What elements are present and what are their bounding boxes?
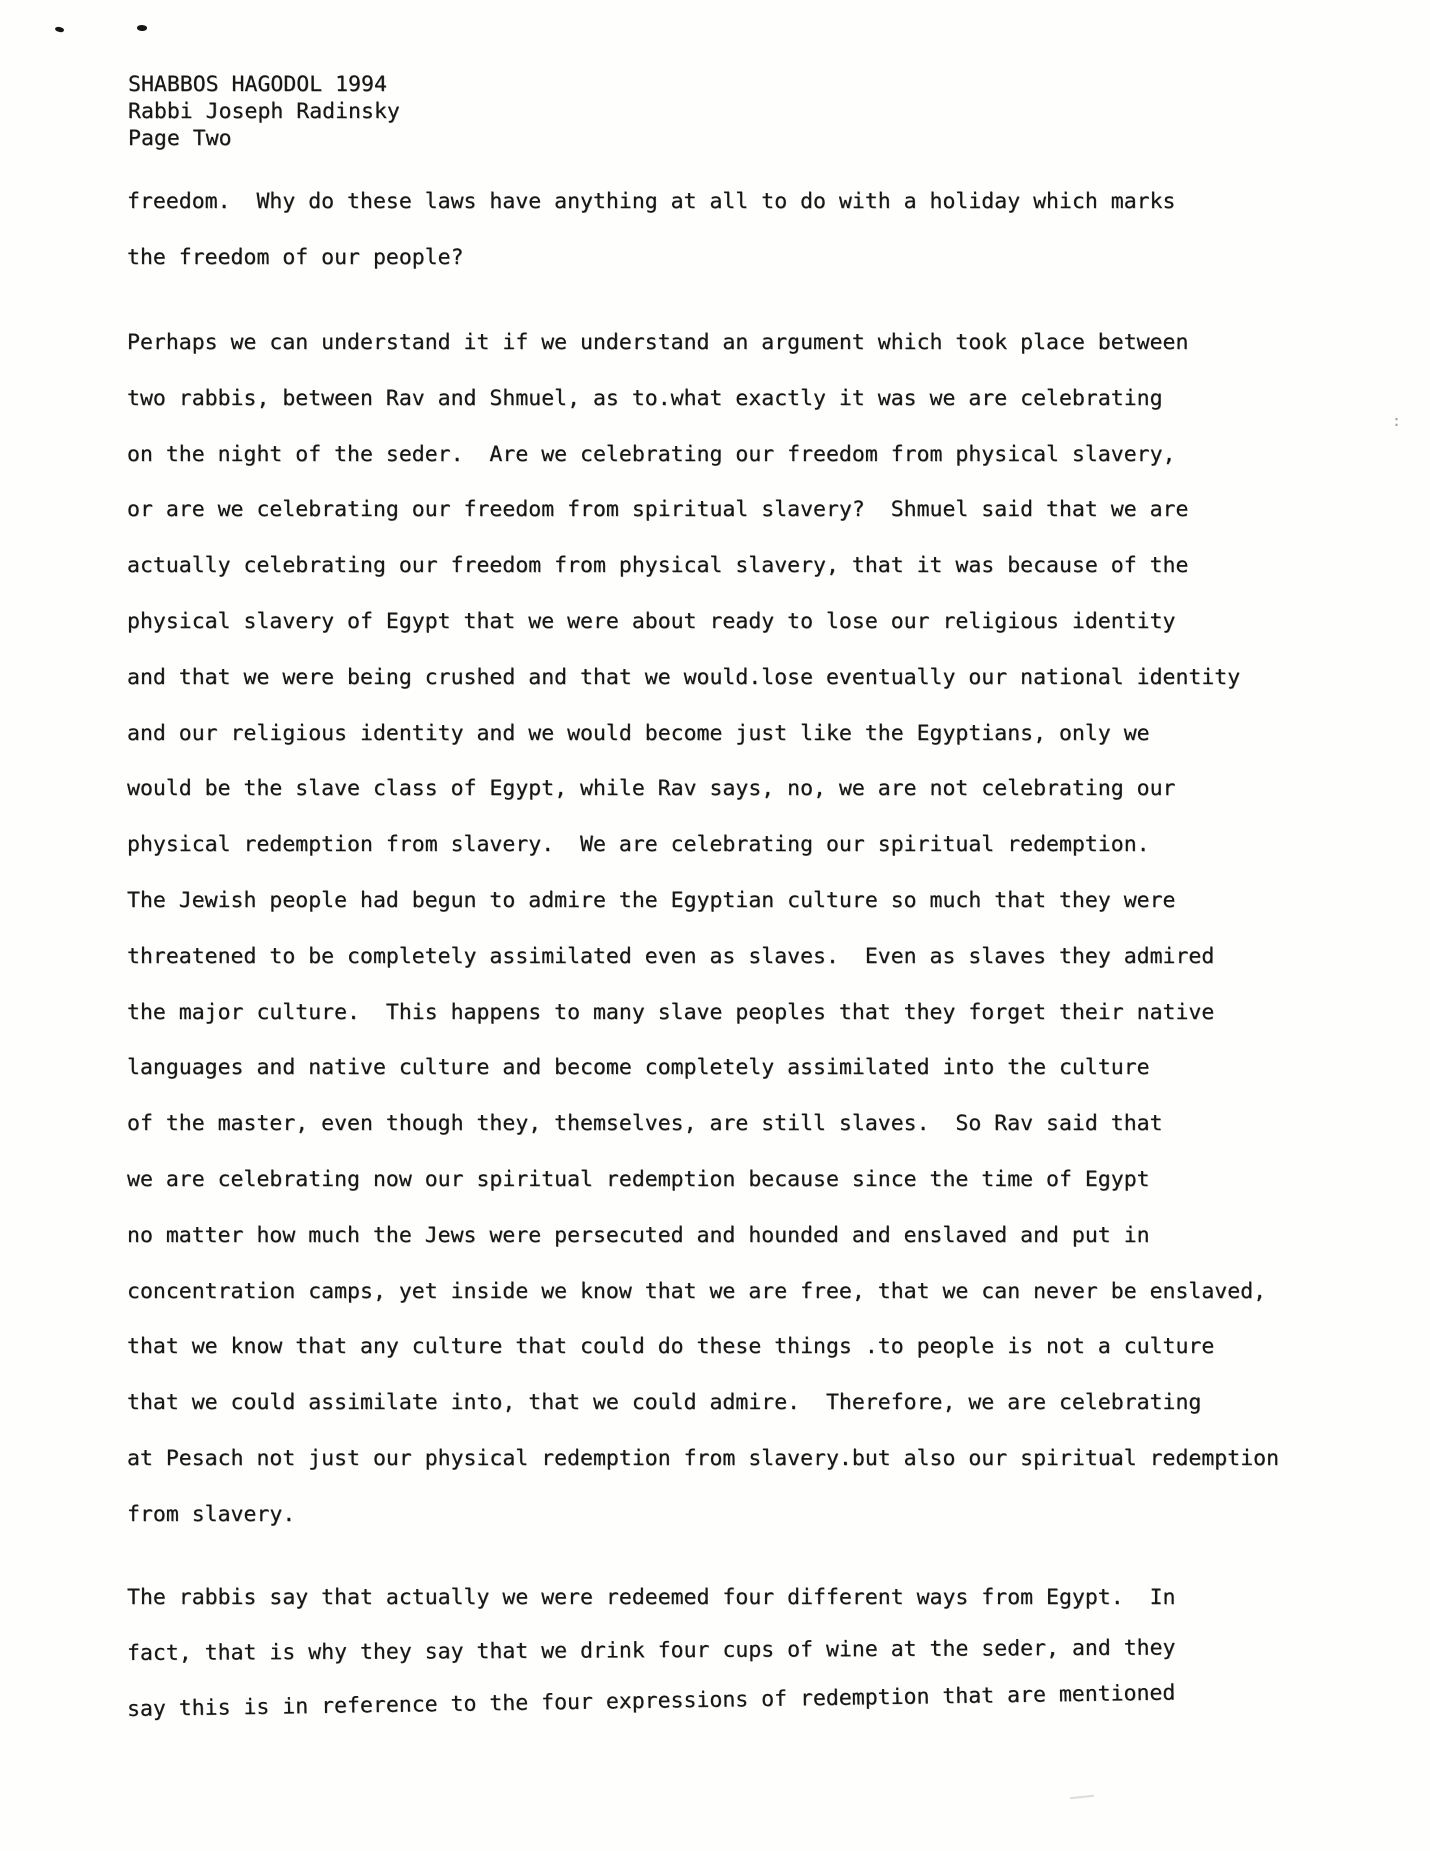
paragraph-3 <box>127 1570 1175 1737</box>
text-line: that we could assimilate into, that we could admire. Therefore, we are celebrating <box>127 1390 1202 1416</box>
text-line: Perhaps we can understand it if we understand an argument which took place between <box>127 330 1189 355</box>
text-line: on the night of the seder. Are we celebrating our freedom from physical slavery, <box>127 441 1176 467</box>
text-line: threatened to be completely assimilated even as slaves. Even as slaves they admired <box>127 943 1215 969</box>
paragraph-1 <box>127 174 1175 286</box>
text-line: at Pesach not just our physical redemption from slavery.but also our spiritual redemption <box>127 1445 1280 1471</box>
text-line: two rabbis, between Rav and Shmuel, as to.what exactly it was we are celebrating <box>127 385 1163 411</box>
scan-artifact-mark: : <box>1392 412 1402 430</box>
text-line: SHABBOS HAGODOL 1994 <box>128 72 387 97</box>
ink-speck <box>137 24 148 31</box>
text-line: the freedom of our people? <box>127 244 464 270</box>
scan-artifact-line <box>1070 1795 1094 1799</box>
text-line: physical redemption from slavery. We are celebrating our spiritual redemption. <box>127 832 1150 858</box>
text-line: Page Two <box>128 126 232 151</box>
text-line: Rabbi Joseph Radinsky <box>128 99 400 124</box>
text-line: and that we were being crushed and that we would.lose eventually our national identity <box>127 664 1241 690</box>
text-line: The rabbis say that actually we were redeemed four different ways from Egypt. In <box>127 1585 1176 1610</box>
text-line: from slavery. <box>127 1501 296 1527</box>
ink-speck <box>54 26 64 34</box>
text-line: languages and native culture and become completely assimilated into the culture <box>127 1055 1150 1081</box>
text-line: The Jewish people had begun to admire the Egyptian culture so much that they were <box>127 887 1176 913</box>
text-line: no matter how much the Jews were persecuted and hounded and enslaved and put in <box>127 1222 1150 1248</box>
text-line: would be the slave class of Egypt, while Rav says, no, we are not celebrating our <box>127 776 1176 802</box>
text-line: we are celebrating now our spiritual redemption because since the time of Egypt <box>127 1166 1150 1192</box>
text-line: freedom. Why do these laws have anything at all to do with a holiday which marks <box>127 189 1176 214</box>
text-line: the major culture. This happens to many slave peoples that they forget their native <box>127 999 1215 1025</box>
text-line: or are we celebrating our freedom from spiritual slavery? Shmuel said that we are <box>127 497 1189 523</box>
text-line: and our religious identity and we would become just like the Egyptians, only we <box>127 720 1150 746</box>
text-line: of the master, even though they, themselves, are still slaves. So Rav said that <box>127 1111 1163 1137</box>
paragraph-2 <box>127 315 1279 1543</box>
text-line: that we know that any culture that could do these things .to people is not a culture <box>127 1334 1215 1360</box>
document-header <box>128 71 400 152</box>
text-line: physical slavery of Egypt that we were about ready to lose our religious identity <box>127 608 1176 634</box>
text-line: fact, that is why they say that we drink four cups of wine at the seder, and they <box>126 1635 1176 1666</box>
text-line: say this is in reference to the four expressions of redemption that are mentioned <box>126 1680 1176 1722</box>
text-line: concentration camps, yet inside we know that we are free, that we can never be enslaved, <box>127 1278 1267 1304</box>
text-line: actually celebrating our freedom from physical slavery, that it was because of the <box>127 553 1189 579</box>
